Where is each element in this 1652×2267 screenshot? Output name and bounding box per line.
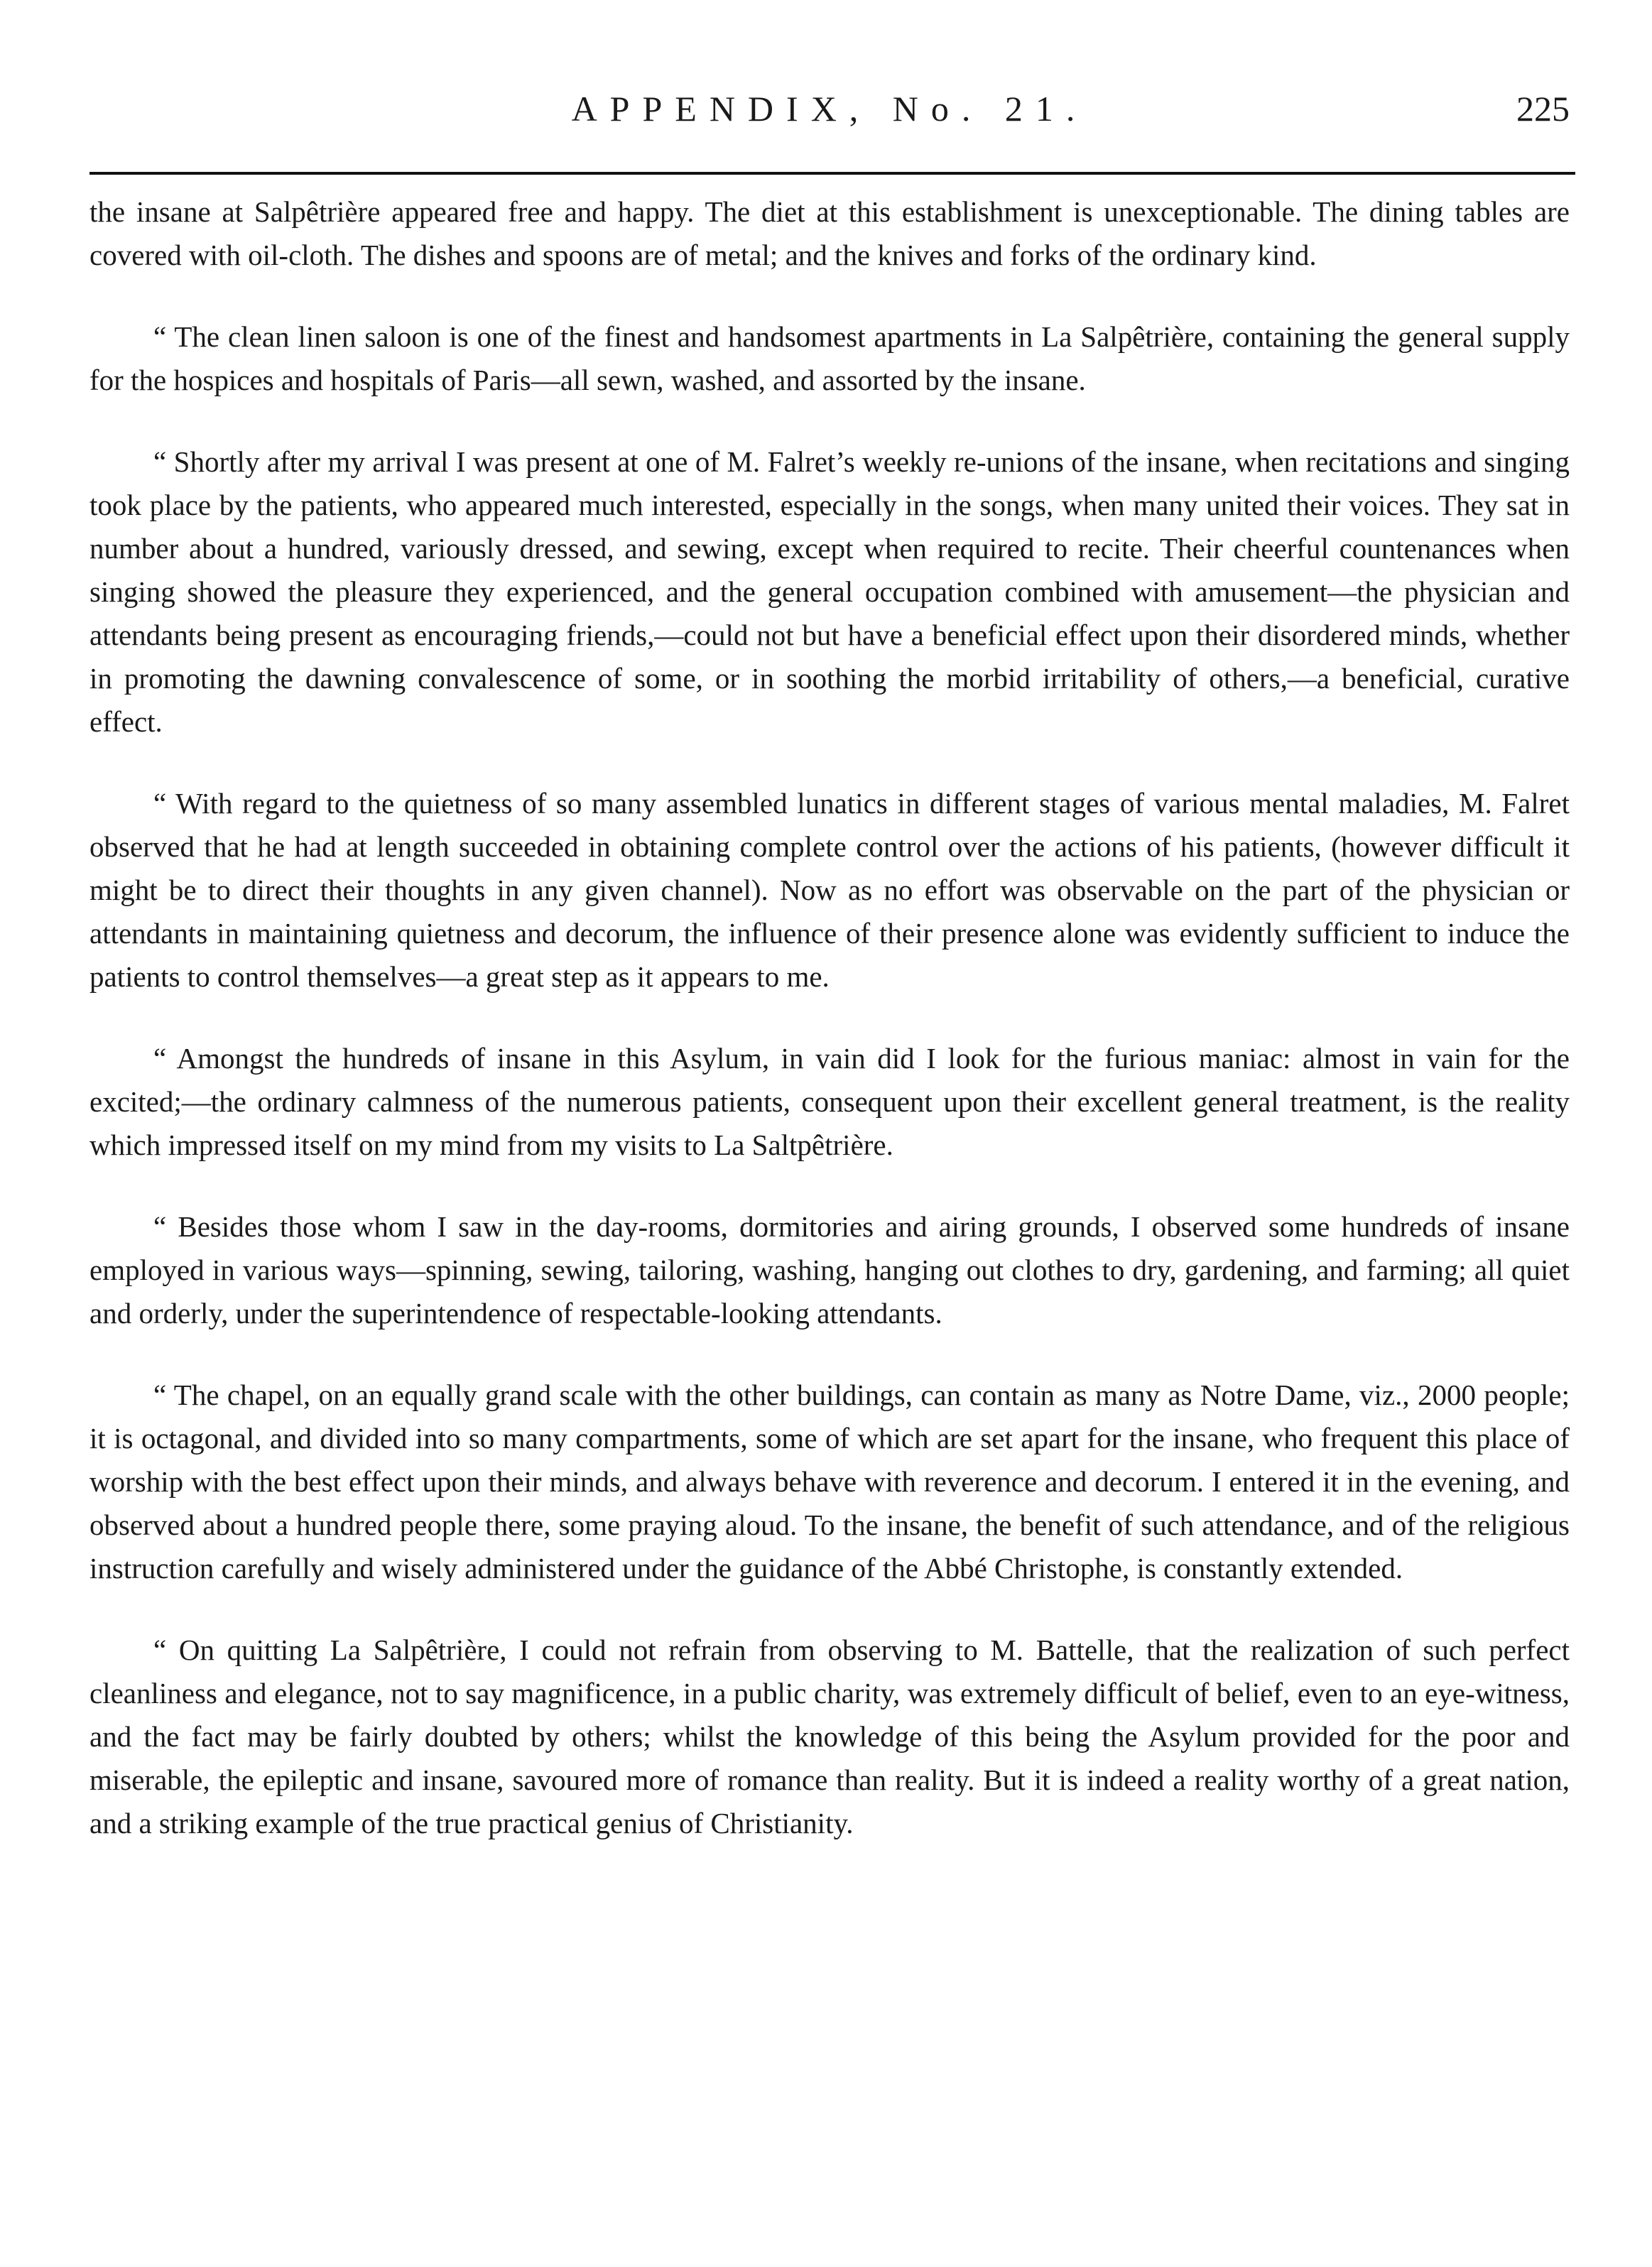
paragraph-quitting: “ On quitting La Salpêtrière, I could not refrain from observing to M. Battelle, that the realization of such perfect cleanliness and elegance, not to say magnificence, in a public charity, was extremely difficult of belief, even to an eye-witness, and the fact may be fairly doubted by others; whilst the knowledge of this being the Asylum provided for the poor and miserable, the epileptic and insane, savoured more of romance than reality. But it is indeed a reality worthy of a great nation, and a striking example of the true practical genius of Christianity. bbox=[89, 1633, 1570, 1839]
running-title: APPENDIX, No. 21. bbox=[571, 89, 1088, 129]
paragraph-employments: “ Besides those whom I saw in the day-rooms, dormitories and airing grounds, I observed some hundreds of insane employed in various ways—spinning, sewing, tailoring, washing, hanging out clothes to dry, gardening, and farming; all quiet and orderly, under the superintendence of respectable-looking attendants. bbox=[89, 1210, 1570, 1330]
paragraph-reunions: “ Shortly after my arrival I was present at one of M. Falret’s weekly re-unions of the insane, when recitations and singing took place by the patients, who appeared much interested, especially in the songs, when many united their voices. They sat in number about a hundred, variously dressed, and sewing, except when required to recite. Their cheerful countenances when singing showed the pleasure they experienced, and the general occupation combined with amusement—the physician and attendants being present as encouraging friends,—could not but have a beneficial effect upon their disordered minds, whether in promoting the dawning convalescence of some, or in soothing the morbid irritability of others,—a beneficial, curative effect. bbox=[89, 445, 1570, 738]
paragraph-quietness: “ With regard to the quietness of so many assembled lunatics in different stages of various mental maladies, M. Falret observed that he had at length succeeded in obtaining complete control over the actions of his patients, (however difficult it might be to direct their thoughts in any given channel). Now as no effort was observable on the part of the physician or attendants in maintaining quietness and decorum, the influence of their presence alone was evidently sufficient to induce the patients to control themselves—a great step as it appears to me. bbox=[89, 787, 1570, 993]
body-text bbox=[89, 190, 1570, 1883]
header-rule bbox=[89, 172, 1575, 175]
paragraph-linen-saloon: “ The clean linen saloon is one of the finest and handsomest apartments in La Salpêtrière, containing the general supply for the hospices and hospitals of Paris—all sewn, washed, and assorted by the insane. bbox=[89, 320, 1570, 396]
paragraph-chapel: “ The chapel, on an equally grand scale with the other buildings, can contain as many as Notre Dame, viz., 2000 people; it is octagonal, and divided into so many compartments, some of which are set apart for the insane, who frequent this place of worship with the best effect upon their minds, and always behave with reverence and decorum. I entered it in the evening, and observed about a hundred people there, some praying aloud. To the insane, the benefit of such attendance, and of the religious instruction carefully and wisely administered under the guidance of the Abbé Christophe, is constantly extended. bbox=[89, 1379, 1570, 1584]
paragraph-furious-maniac: “ Amongst the hundreds of insane in this Asylum, in vain did I look for the furious maniac: almost in vain for the excited;—the ordinary calmness of the numerous patients, consequent upon their excellent general treatment, is the reality which impressed itself on my mind from my visits to La Saltpêtrière. bbox=[89, 1042, 1570, 1161]
running-head bbox=[89, 84, 1570, 134]
paragraph-continued: the insane at Salpêtrière appeared free and happy. The diet at this establishment is unexceptionable. The dining tables are covered with oil-cloth. The dishes and spoons are of metal; and the knives and forks of the ordinary kind. bbox=[89, 195, 1570, 271]
page-number: 225 bbox=[1516, 89, 1570, 129]
